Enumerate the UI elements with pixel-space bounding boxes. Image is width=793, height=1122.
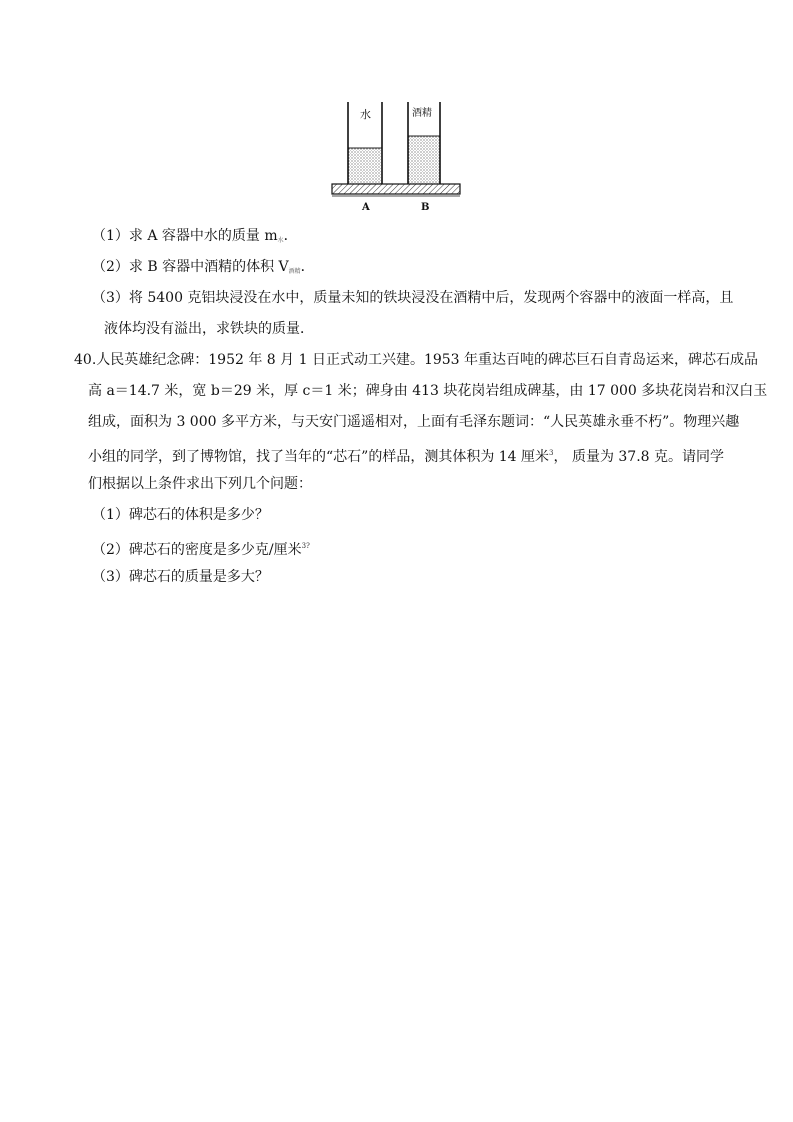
q40-line4-superscript: 3 [549,449,554,457]
q40-line5: 们根据以上条件求出下列几个问题： [88,476,312,492]
label-water: 水 [360,108,371,121]
q39-part2-text: （2）求 B 容器中酒精的体积 V [92,259,289,275]
q40-sub3: （3）碑芯石的质量是多大？ [92,569,269,585]
hatched-base [332,184,460,194]
q39-part1 [92,226,298,251]
label-a: A [362,202,370,213]
q40-sub2-superscript: 3? [301,542,310,550]
q40-line4-text: 小组的同学，到了博物馆，找了当年的“芯石”的样品，测其体积为 14 厘米 [88,449,550,465]
q40-sub2 [92,536,310,560]
q39-part1-subscript: 水 [277,237,284,244]
q40-line4 [88,443,724,467]
containers-figure [330,100,466,216]
q39-part2-subscript: 酒精 [288,268,301,275]
q39-part2 [92,257,315,282]
q40-line3: 组成，面积为 3 000 多平方米，与天安门遥遥相对，上面有毛泽东题词：“人民英雄永垂不朽”。物理兴趣 [88,414,740,430]
q39-part3-line1: （3）将 5400 克铝块浸没在水中，质量未知的铁块浸没在酒精中后，发现两个容器中的液面一样高，且 [92,290,734,306]
q39-part2-end: ． [300,259,315,275]
label-b: B [421,202,430,213]
q40-line1: 40.人民英雄纪念碑：1952 年 8 月 1 日正式动工兴建。1953 年重达百吨的碑芯巨石自青岛运来，碑芯石成品 [74,352,759,368]
q40-line4-end: ， 质量为 37.8 克。请同学 [553,449,725,465]
q39-part3-line2: 液体均没有溢出，求铁块的质量． [104,321,314,337]
q39-part1-text: （1）求 A 容器中水的质量 m [92,228,278,244]
q40-sub2-text: （2）碑芯石的密度是多少克/厘米 [92,542,302,558]
q40-sub1: （1）碑芯石的体积是多少？ [92,507,269,523]
label-alcohol: 酒精 [412,108,432,119]
q40-line2: 高 a＝14.7 米，宽 b＝29 米，厚 c＝1 米；碑身由 413 块花岗岩组成碑基，由 17 000 多块花岗岩和汉白玉 [88,383,768,399]
q39-part1-end: ． [283,228,298,244]
